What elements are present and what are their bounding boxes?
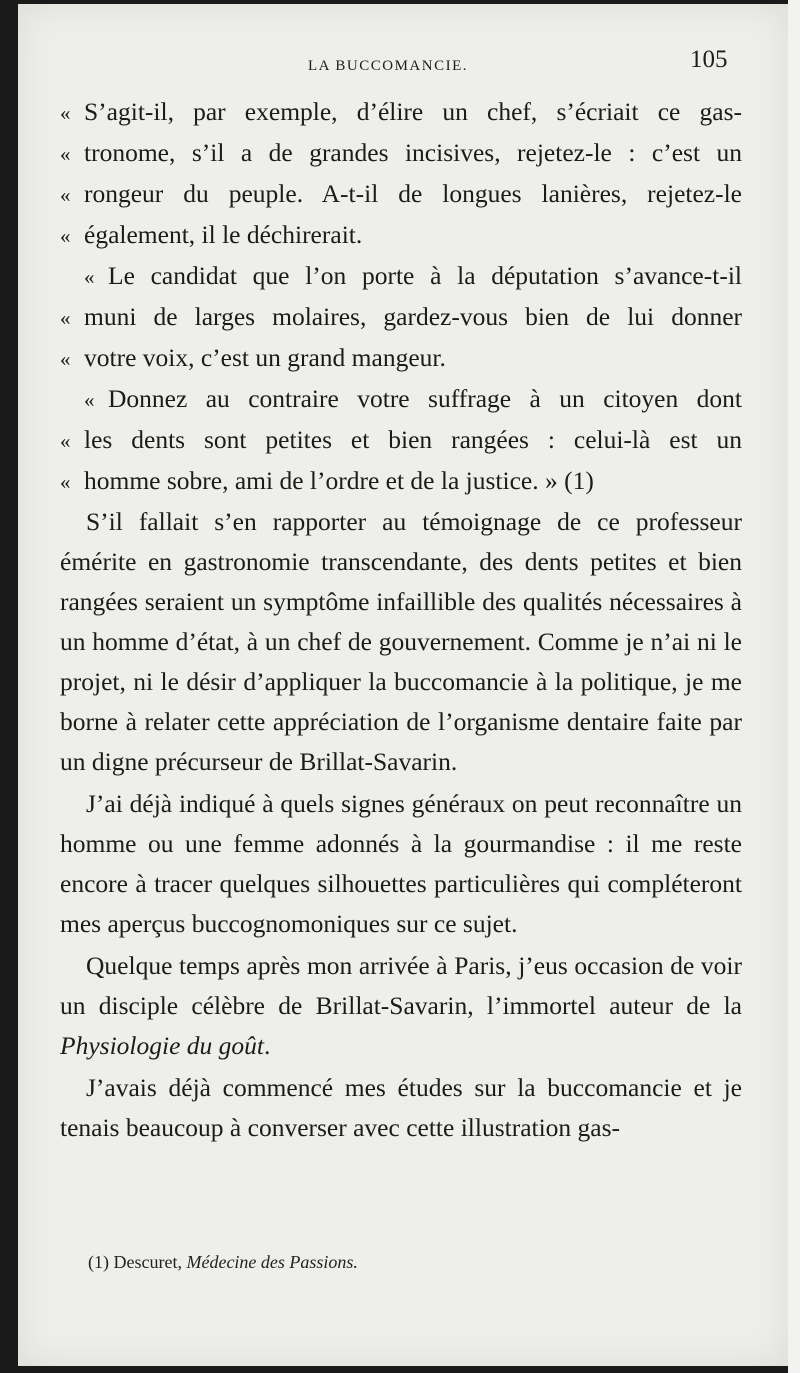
book-title: Physiologie du goût <box>60 1031 264 1060</box>
book-page <box>18 4 788 1366</box>
footnote <box>88 1252 358 1273</box>
body-text <box>60 92 742 1148</box>
page-header <box>18 46 788 82</box>
quote-line: « les dents sont petites et bien rangées : celui-là est un <box>60 425 742 454</box>
page-edge <box>788 0 800 1373</box>
running-title: LA BUCCOMANCIE. <box>308 58 469 74</box>
footnote-marker: (1) <box>88 1252 109 1272</box>
quote-line: « muni de larges molaires, gardez-vous bien de lui donner <box>60 302 742 331</box>
quote-line: « S’agit-il, par exemple, d’élire un chef, s’écriait ce gas- <box>60 97 742 126</box>
footnote-work: Médecine des Passions. <box>186 1252 358 1272</box>
quote-line: « rongeur du peuple. A-t-il de longues lanières, rejetez-le <box>60 179 742 208</box>
paragraph: S’il fallait s’en rapporter au témoignage de ce professeur émérite en gastronomie transcendante, des dents petites et bien rangées seraient un symptôme infaillible des qualités nécessaires à un homme d’état, à un chef de gouvernement. Comme je n’ai ni le projet, ni le désir d’appliquer la buccomancie à la politique, je me borne à relater cette appréciation de l’organisme dentaire faite par un digne précurseur de Brillat-Savarin. <box>60 507 742 776</box>
page-number: 105 <box>690 46 728 73</box>
quote-line: « également, il le déchirerait. <box>60 220 363 249</box>
quote-line: « votre voix, c’est un grand mangeur. <box>60 343 446 372</box>
paragraph: Quelque temps après mon arrivée à Paris, j’eus occasion de voir un disciple célèbre de Brillat-Savarin, l’immortel auteur de la Physiologie du goût. <box>60 951 742 1060</box>
paragraph: J’ai déjà indiqué à quels signes généraux on peut reconnaître un homme ou une femme adonnés à la gourmandise : il me reste encore à tracer quelques silhouettes particulières qui compléteront mes aperçus buccognomoniques sur ce sujet. <box>60 789 742 938</box>
quote-line: « tronome, s’il a de grandes incisives, rejetez-le : c’est un <box>60 138 742 167</box>
quote-line: « Le candidat que l’on porte à la députation s’avance-t-il <box>84 261 742 290</box>
paragraph: J’avais déjà commencé mes études sur la buccomancie et je tenais beaucoup à converser avec cette illustration gas- <box>60 1073 742 1142</box>
quote-block <box>60 92 742 502</box>
quote-line: « Donnez au contraire votre suffrage à un citoyen dont <box>84 384 742 413</box>
quote-line: « homme sobre, ami de l’ordre et de la justice. » (1) <box>60 466 594 495</box>
footnote-author: Descuret, <box>113 1252 182 1272</box>
